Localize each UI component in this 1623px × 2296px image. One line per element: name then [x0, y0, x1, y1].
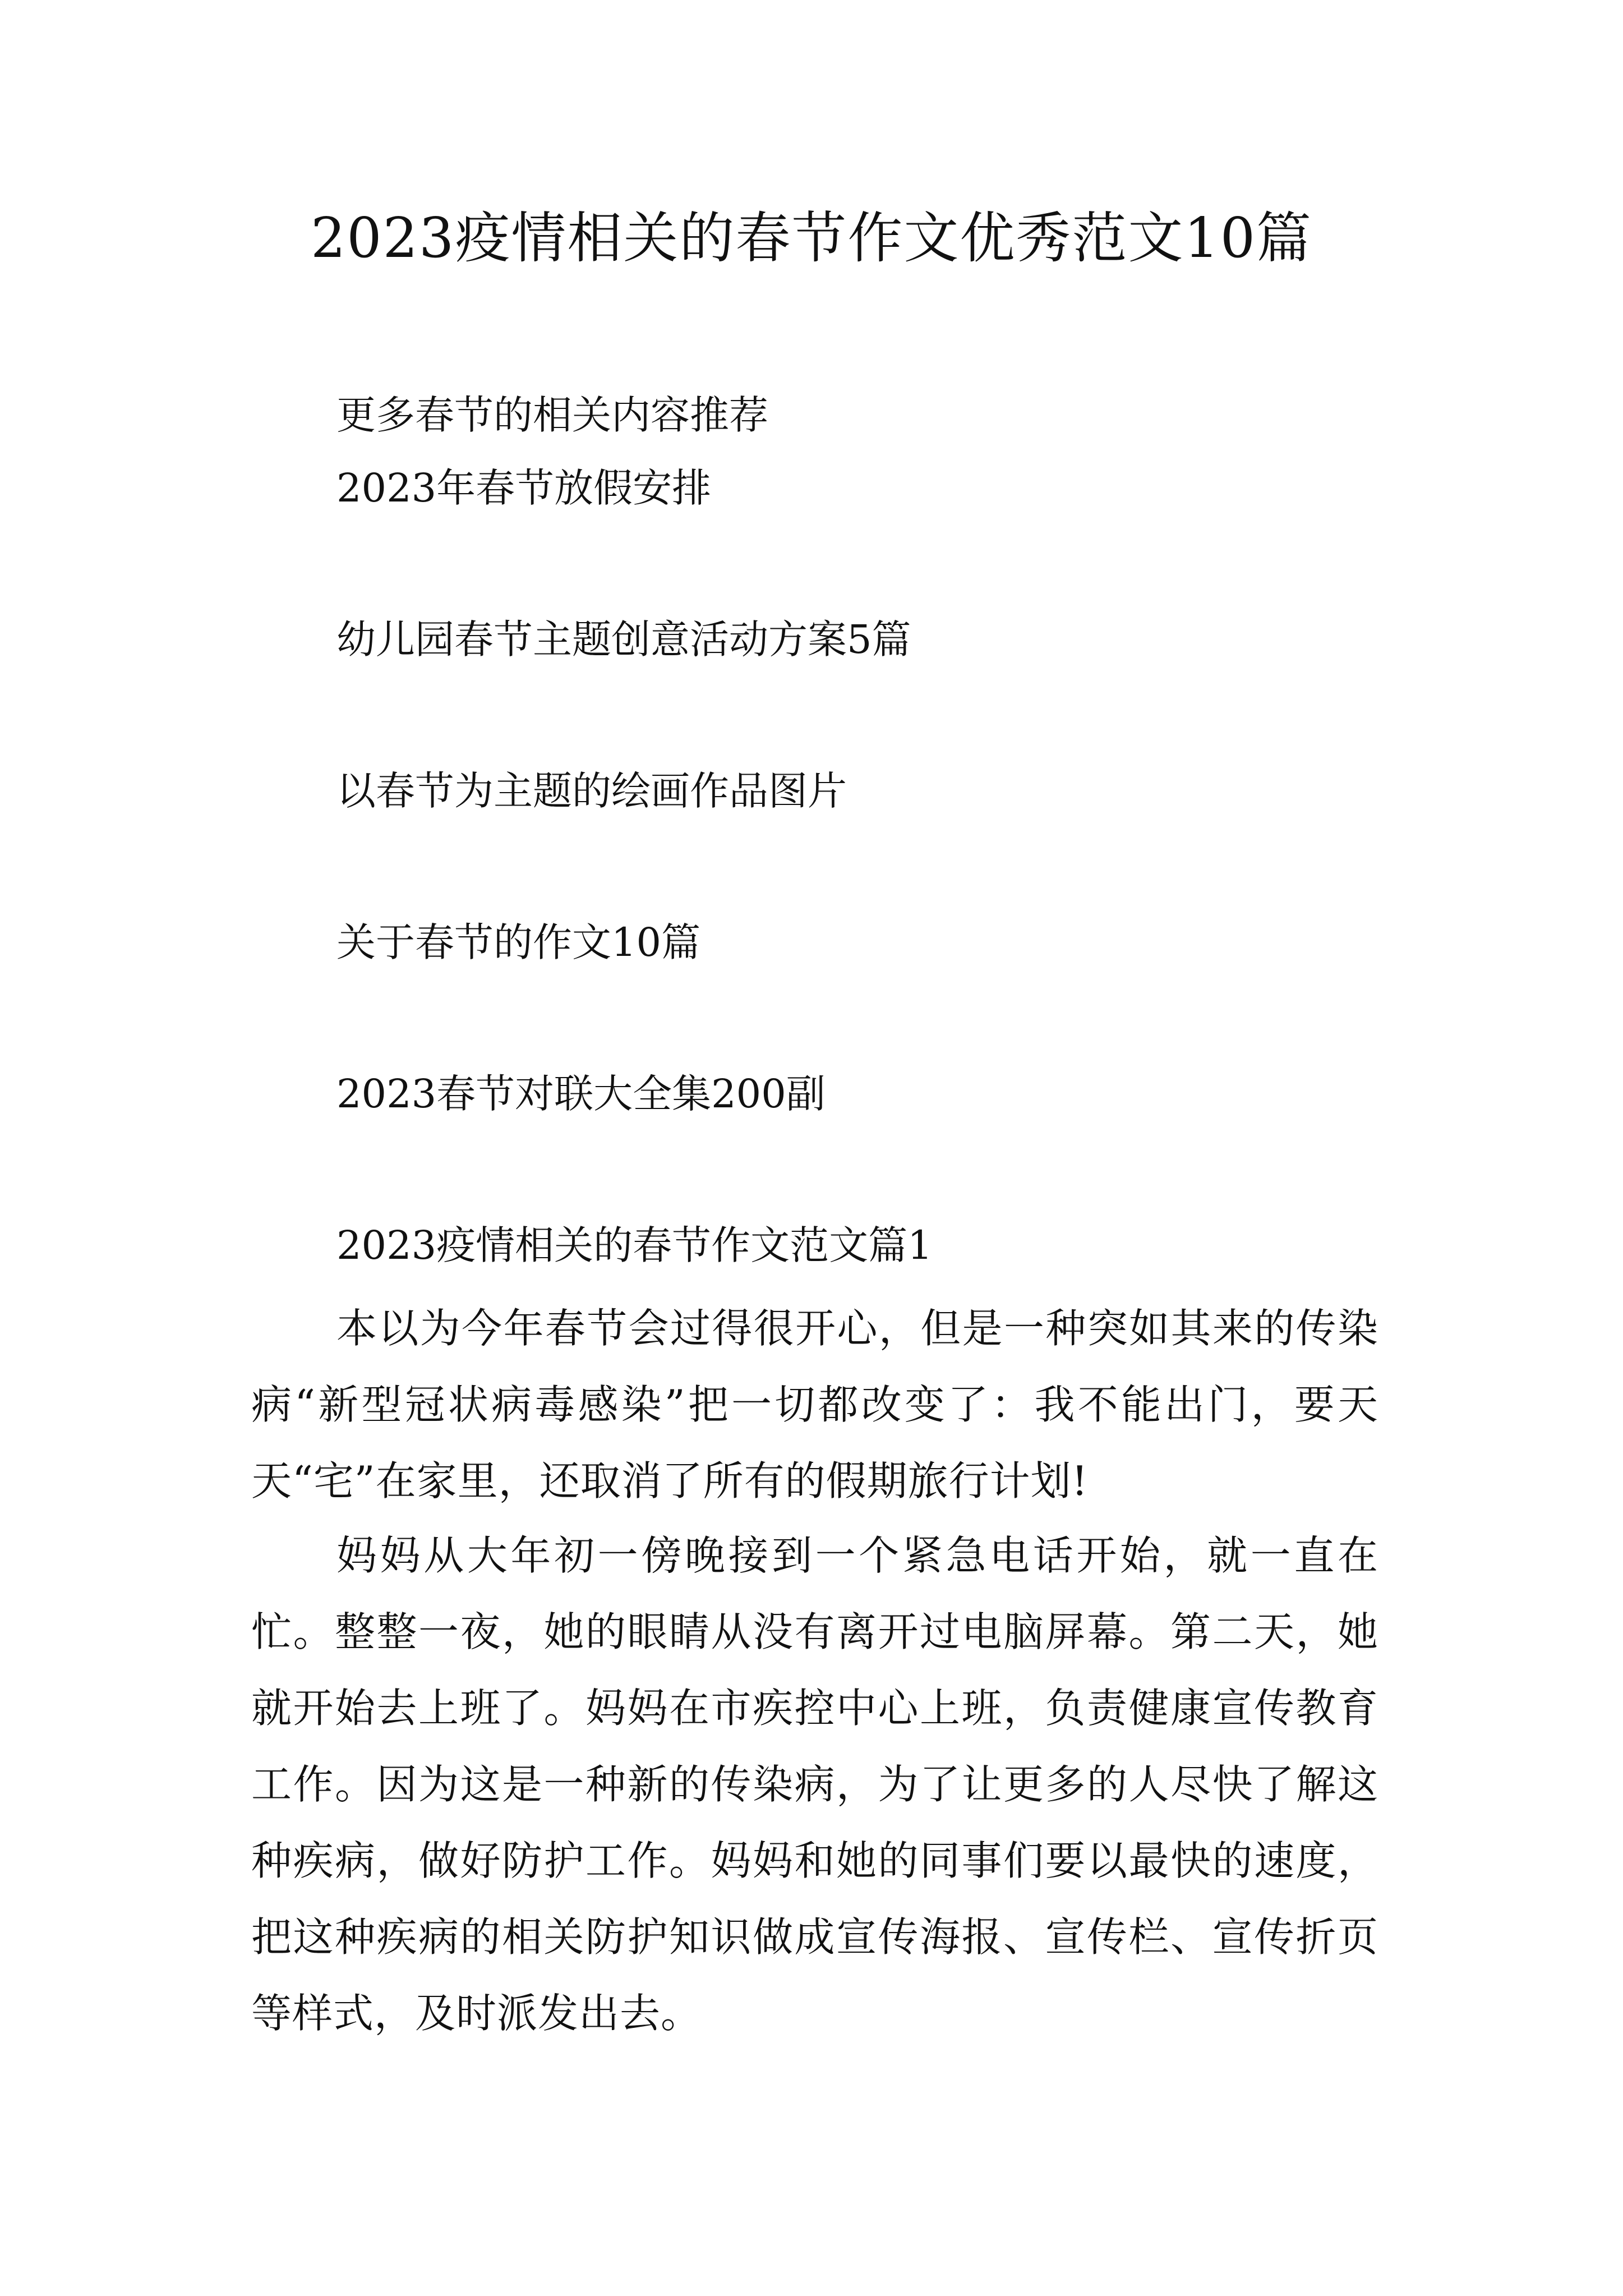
recommend-link-5[interactable]: 2023春节对联大全集200副: [336, 1071, 826, 1117]
recommend-link-4[interactable]: 关于春节的作文10篇: [336, 919, 701, 965]
recommend-heading: 更多春节的相关内容推荐: [336, 392, 768, 438]
section-heading: 2023疫情相关的春节作文范文篇1: [336, 1222, 933, 1268]
recommend-link-3[interactable]: 以春节为主题的绘画作品图片: [336, 768, 847, 814]
body-paragraph-1: 本以为今年春节会过得很开心，但是一种突如其来的传染病“新型冠状病毒感染”把一切都改变了：我不能出门，要天天“宅”在家里，还取消了所有的假期旅行计划!: [251, 1305, 1378, 1504]
recommend-link-2[interactable]: 幼儿园春节主题创意活动方案5篇: [336, 616, 911, 662]
body-paragraph-2: 妈妈从大年初一傍晚接到一个紧急电话开始，就一直在忙。整整一夜，她的眼睛从没有离开过电脑屏幕。第二天，她就开始去上班了。妈妈在市疾控中心上班，负责健康宣传教育工作。因为这是一种新的传染病，为了让更多的人尽快了解这种疾病，做好防护工作。妈妈和她的同事们要以最快的速度，把这种疾病的相关防护知识做成宣传海报、宣传栏、宣传折页等样式，及时派发出去。: [251, 1532, 1378, 2037]
document-title: 2023疫情相关的春节作文优秀范文10篇: [310, 206, 1313, 270]
recommend-link-1[interactable]: 2023年春节放假安排: [336, 465, 712, 511]
